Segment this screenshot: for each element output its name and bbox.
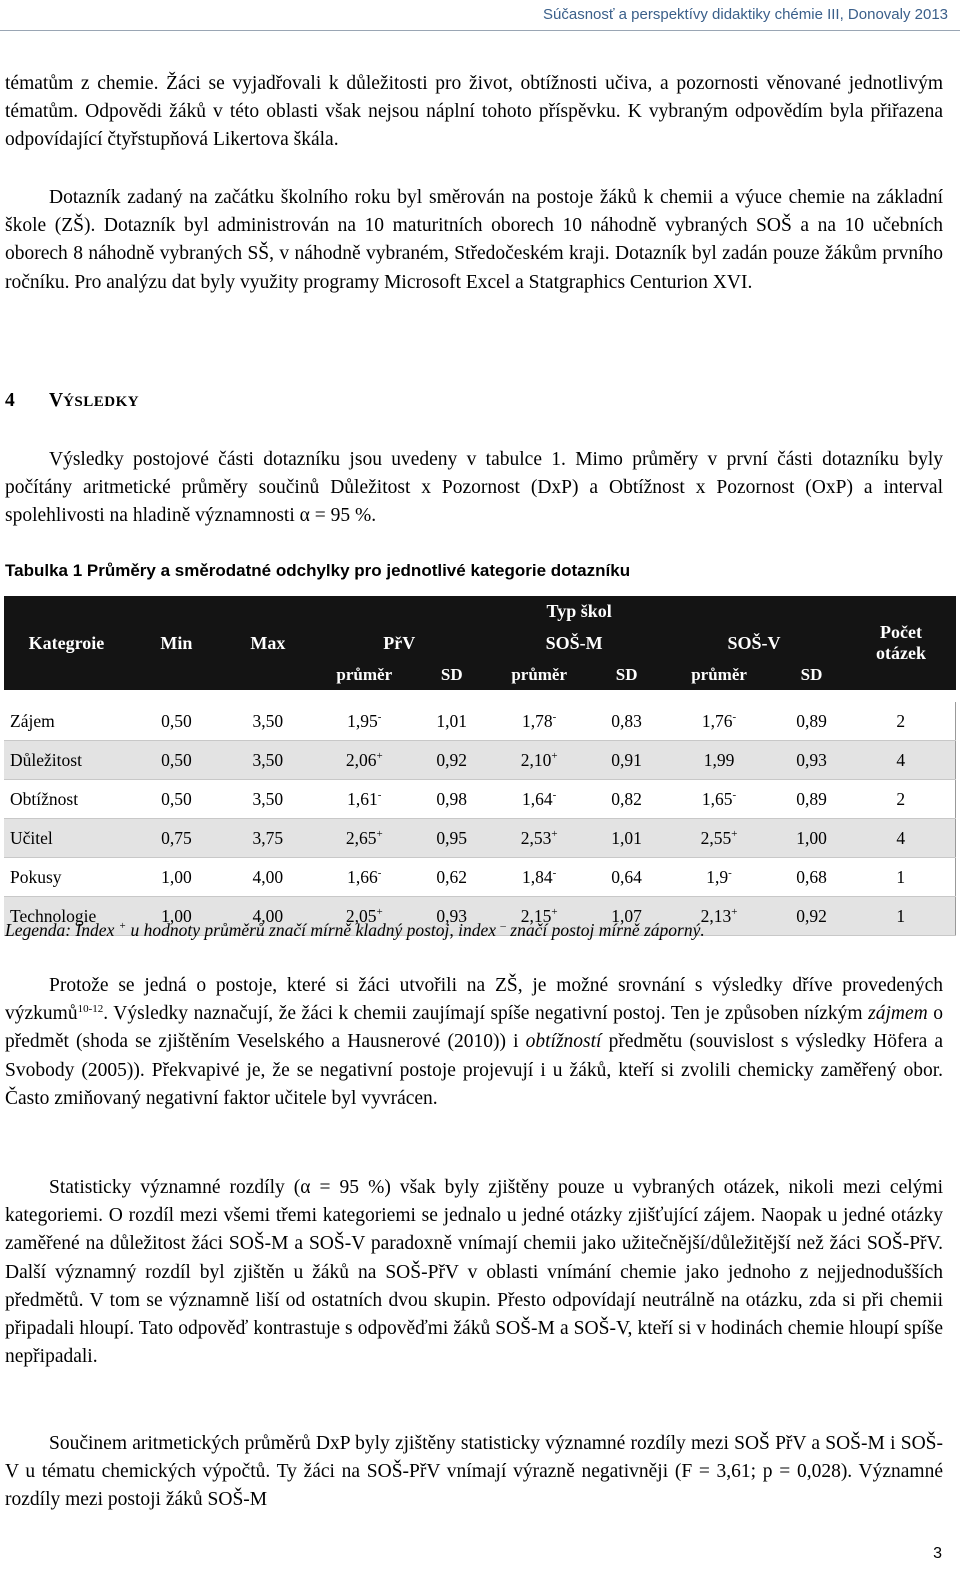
citation: 10-12 (77, 1003, 104, 1016)
header-sd: SD (417, 660, 487, 690)
header-count-line1: Počet (880, 622, 922, 642)
cell-max: 4,00 (224, 897, 312, 936)
cell-prv-sd: 0,62 (417, 858, 487, 897)
cell-count: 1 (846, 858, 955, 897)
cell-prv-sd: 0,98 (417, 780, 487, 819)
table-spacer (4, 690, 956, 702)
cell-prv-mean: 2,06+ (312, 741, 417, 780)
cell-sosv-sd: 0,89 (777, 702, 847, 741)
cell-count: 4 (846, 741, 955, 780)
cell-sosm-sd: 0,83 (592, 702, 662, 741)
cell-prv-mean: 1,61- (312, 780, 417, 819)
cell-sosm-mean: 2,53+ (487, 819, 592, 858)
cell-max: 4,00 (224, 858, 312, 897)
cell-prv-mean: 2,65+ (312, 819, 417, 858)
cell-sosv-sd: 0,92 (777, 897, 847, 936)
cell-count: 2 (846, 780, 955, 819)
cell-prv-sd: 0,95 (417, 819, 487, 858)
cell-sosv-mean: 1,76- (662, 702, 777, 741)
table-caption: Tabulka 1 Průměry a směrodatné odchylky pro jednotlivé kategorie dotazníku (5, 561, 631, 580)
header-category: Kategroie (4, 596, 129, 690)
header-sd: SD (777, 660, 847, 690)
cell-sosm-sd: 0,64 (592, 858, 662, 897)
cell-sosv-mean: 1,9- (662, 858, 777, 897)
cell-count: 1 (846, 897, 955, 936)
table-row (4, 858, 956, 897)
section-heading (5, 390, 139, 412)
page-number: 3 (933, 1545, 942, 1562)
cell-sosm-sd: 0,91 (592, 741, 662, 780)
cell-category: Obtížnost (4, 780, 129, 819)
table-row (4, 780, 956, 819)
cell-max: 3,50 (224, 780, 312, 819)
header-sosv: SOŠ-V (662, 626, 847, 660)
cell-sosv-mean: 2,13+ (662, 897, 777, 936)
table-legend: Legenda: Index + u hodnoty průměrů značí mírně kladný postoj, index – značí postoj mírně záporný. (5, 920, 705, 940)
discussion-paragraph-3: Součinem aritmetických průměrů DxP byly zjištěny statisticky významné rozdíly mezi SOŠ PřV a SOŠ-M i SOŠ-V u tématu chemických výpočtů. Ty žáci na SOŠ-PřV vnímají výrazně negativněji (F = 3,61; p = 0,028). Významné rozdíly mezi postoji žáků SOŠ-M (5, 1433, 943, 1511)
cell-min: 1,00 (129, 897, 224, 936)
table-header-row (4, 596, 956, 626)
cell-max: 3,50 (224, 741, 312, 780)
cell-min: 0,50 (129, 741, 224, 780)
cell-sosv-sd: 0,93 (777, 741, 847, 780)
cell-sosm-sd: 1,07 (592, 897, 662, 936)
discussion-paragraph-2: Statisticky významné rozdíly (α = 95 %) však byly zjištěny pouze u vybraných otázek, nikoli mezi celými kategoriemi. O rozdíl mezi všemi třemi kategoriemi se jednalo u jedné otázky zjišťující zájem. Naopak u jedné otázky zaměřené na důležitost žáci SOŠ-M a SOŠ-V paradoxně vnímají chemii jako užitečnější/důležitější než žáci SOŠ-PřV. Další významný rozdíl byl zjištěn u žáků na SOŠ-PřV v oblasti vnímání chemie jako jednoho z nejjednodušších předmětů. V tom se významně liší od ostatních dvou skupin. Přesto odpovídají neutrálně na otázku, zda si při chemii připadali hloupí. Tato odpověď kontrastuje s odpověďmi žáků SOŠ-M a SOŠ-V, kteří si v hodinách chemie hloupí spíše nepřipadali. (5, 1177, 943, 1368)
cell-sosv-mean: 2,55+ (662, 819, 777, 858)
cell-max: 3,75 (224, 819, 312, 858)
cell-category: Důležitost (4, 741, 129, 780)
table-row (4, 819, 956, 858)
cell-category: Pokusy (4, 858, 129, 897)
cell-prv-mean: 1,66- (312, 858, 417, 897)
cell-prv-mean: 2,05+ (312, 897, 417, 936)
section-title-rest: ÝSLEDKY (63, 394, 140, 410)
cell-sosv-sd: 0,68 (777, 858, 847, 897)
cell-category: Technologie (4, 897, 129, 936)
cell-sosv-sd: 1,00 (777, 819, 847, 858)
cell-sosm-sd: 1,01 (592, 819, 662, 858)
header-sosm: SOŠ-M (487, 626, 662, 660)
cell-sosv-mean: 1,99 (662, 741, 777, 780)
cell-sosm-mean: 1,64- (487, 780, 592, 819)
results-table (4, 596, 956, 936)
cell-sosm-mean: 2,15+ (487, 897, 592, 936)
results-paragraph: Výsledky postojové části dotazníku jsou uvedeny v tabulce 1. Mimo průměry v první části dotazníku byly počítány aritmetické průměry součinů Důležitost x Pozornost (DxP) a Obtížnost x Pozornost (OxP) a interval spolehlivosti na hladině významnosti α = 95 %. (5, 449, 943, 527)
cell-prv-mean: 1,95- (312, 702, 417, 741)
header-school-types: Typ škol (312, 596, 847, 626)
header-divider (0, 30, 960, 31)
table-row (4, 702, 956, 741)
cell-prv-sd: 1,01 (417, 702, 487, 741)
header-count-line2: otázek (876, 643, 926, 663)
header-mean: průměr (312, 660, 417, 690)
header-question-count (846, 596, 955, 690)
cell-sosv-sd: 0,89 (777, 780, 847, 819)
cell-max: 3,50 (224, 702, 312, 741)
cell-sosv-mean: 1,65- (662, 780, 777, 819)
cell-category: Zájem (4, 702, 129, 741)
discussion-paragraph-1: Protože se jedná o postoje, které si žáci utvořili na ZŠ, je možné srovnání s výsledky dříve provedených výzkumů$^{10-12}$. Výsledky naznačují, že žáci k chemii zaujímají spíše negativní postoj. Ten je způsoben nízkým zájmem o předmět (shoda se zjištěním Veselského a Hausnerové (2010)) i obtížností předmětu (souvislost s výsledky Höfera a Svobody (2005)). Překvapivé je, že se negativní postoje projevují i u žáků, kteří si zvolili chemicky zaměřený obor. Často zmiňovaný negativní faktor učitele byl vyvrácen. (5, 975, 944, 1109)
header-sd: SD (592, 660, 662, 690)
cell-sosm-mean: 1,78- (487, 702, 592, 741)
cell-category: Učitel (4, 819, 129, 858)
cell-count: 2 (846, 702, 955, 741)
header-mean: průměr (662, 660, 777, 690)
cell-prv-sd: 0,92 (417, 741, 487, 780)
intro-paragraph: tématům z chemie. Žáci se vyjadřovali k důležitosti pro život, obtížnosti učiva, a pozornosti věnované jednotlivým tématům. Odpovědi žáků v této oblasti však nejsou náplní tohoto příspěvku. K vybraným odpovědím byla přiřazena odpovídající čtyřstupňová Likertova škála. (5, 73, 943, 151)
cell-min: 0,50 (129, 780, 224, 819)
cell-sosm-mean: 1,84- (487, 858, 592, 897)
header-mean: průměr (487, 660, 592, 690)
cell-min: 0,75 (129, 819, 224, 858)
cell-prv-sd: 0,93 (417, 897, 487, 936)
method-paragraph: Dotazník zadaný na začátku školního roku byl směrován na postoje žáků k chemii a výuce chemie na základní škole (ZŠ). Dotazník byl administrován na 10 maturitních oborech 10 náhodně vybraných SOŠ a na 10 učebních oborech 8 náhodně vybraných SŠ, v náhodně vybraném, Středočeském kraji. Dotazník byl zadán pouze žákům prvního ročníku. Pro analýzu dat byly využity programy Microsoft Excel a Statgraphics Centurion XVI. (5, 187, 943, 293)
cell-count: 4 (846, 819, 955, 858)
table-row (4, 741, 956, 780)
header-max: Max (224, 596, 312, 690)
cell-min: 0,50 (129, 702, 224, 741)
cell-sosm-sd: 0,82 (592, 780, 662, 819)
section-number: 4 (5, 390, 15, 411)
cell-min: 1,00 (129, 858, 224, 897)
running-header: Súčasnosť a perspektívy didaktiky chémie III, Donovaly 2013 (543, 6, 948, 23)
header-prv: PřV (312, 626, 487, 660)
header-min: Min (129, 596, 224, 690)
cell-sosm-mean: 2,10+ (487, 741, 592, 780)
section-title-initial: V (49, 390, 64, 411)
